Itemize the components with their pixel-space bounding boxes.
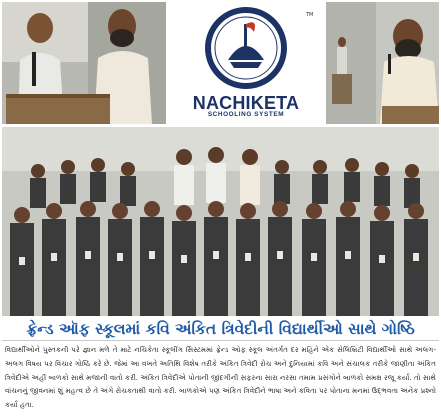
trademark-mark: TM	[306, 12, 314, 18]
school-name: NACHIKETA	[192, 93, 300, 113]
divider	[2, 340, 439, 341]
photo-students-group	[2, 127, 439, 316]
article-headline: ફ્રેન્ડ ઑફ સ્કૂલમાં કવિ અંકિત ત્રિવેદીની વિદ્યાર્થીઓ સાથે ગોષ્ઠિ	[26, 320, 415, 338]
photo-speaker-at-podium	[2, 2, 166, 124]
school-system-name: SCHOOLING SYSTEM	[207, 111, 285, 118]
nachiketa-logo	[168, 2, 324, 124]
article-body: વિદ્યાર્થીઓને પુસ્તકની પરે જ્ઞાન મળે તે માટે નચિકેતા સ્કૂલીંગ સિસ્ટમમાં ફ્રેન્ડ ઓફ સ્કૂલ અંતર્ગત દર મહિને એક સેલિબ્રિટી વિદ્યાર્થીઓ સાથે અલગ-અલગ વિષય પર વિચાર ગોષ્ઠિ કરે છે. જેમાં આ વખતે અતિથિ વિશેષ તરીકે અંકિત ત્રિવેદી રોચ અને દુનિયામાં કવિ અને સંચાલક તરીકે જાણીતા અંકિત ત્રિવેદીએ અહીં બાળકો સાથે મજાની વાતો કરી. અંકિત ત્રિવેદીએ પોતાની જીંદગીની સફરના સારા નરસા તમામ પ્રસંગોને બાળકો સમક્ષ રજૂ કર્યા. તો સાથે વાંચનનું જીવનમાં શું મહત્વ છે તે અંગે રોચકતાથી વાતો કરી. બાળકોએ પણ અંકિત ત્રિવેદીને ભાષા અને કવિતા પર પોતાના મનમાં ઉદ્ભવતા અનેક પ્રશ્નો કર્યા હતા.	[5, 345, 436, 410]
photo-poet-speaking	[326, 2, 439, 124]
